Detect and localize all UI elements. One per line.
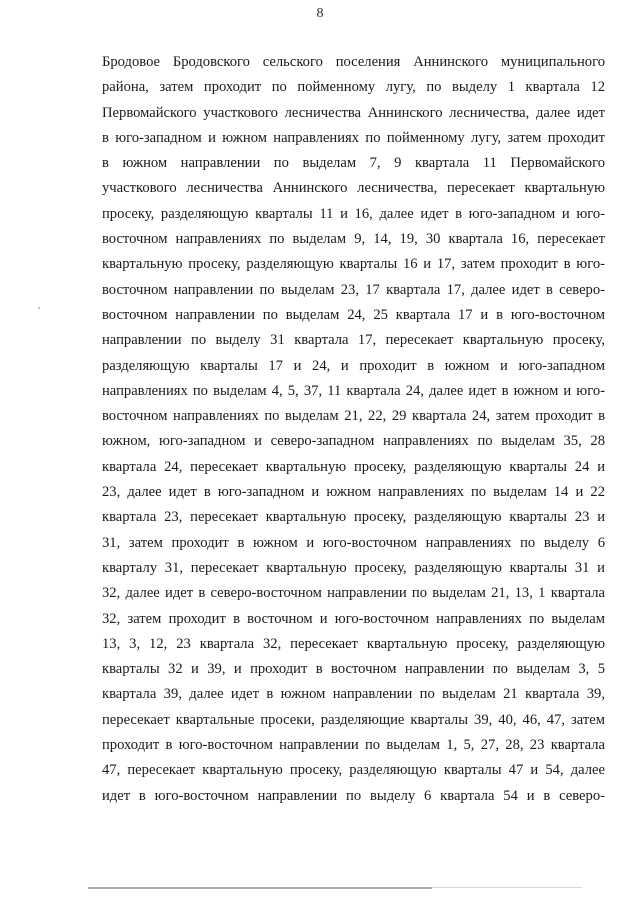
text-line: южном, юго-западном и северо-западном направлениях по выделам 35, 28: [102, 433, 605, 450]
text-line: 31, затем проходит в южном и юго-восточном направлениях по выделу 6: [102, 534, 605, 551]
scan-edge-line: [88, 887, 432, 889]
text-line: квартала 24, пересекает квартальную просеку, разделяющую кварталы 24 и: [102, 458, 605, 475]
text-line: участкового лесничества Аннинского лесничества, пересекает квартальную: [102, 180, 605, 197]
document-body: [102, 50, 605, 809]
text-line: идет в юго-восточном направлении по выделу 6 квартала 54 и в северо-: [102, 787, 605, 804]
text-line: разделяющую кварталы 17 и 24, и проходит в южном и юго-западном: [102, 357, 605, 374]
text-line: в южном направлении по выделам 7, 9 квартала 11 Первомайского: [102, 155, 605, 172]
text-line: направлении по выделу 31 квартала 17, пересекает квартальную просеку,: [102, 332, 605, 349]
text-line: 23, далее идет в юго-западном и южном направлениях по выделам 14 и 22: [102, 484, 605, 501]
text-line: Бродовое Бродовского сельского поселения Аннинского муниципального: [102, 54, 605, 70]
text-line: Первомайского участкового лесничества Аннинского лесничества, далее идет: [102, 104, 605, 121]
text-line: кварталы 32 и 39, и проходит в восточном направлении по выделам 3, 5: [102, 661, 605, 678]
text-line: 32, далее идет в северо-восточном направлении по выделам 21, 13, 1 квартала: [102, 585, 605, 602]
text-line: восточном направлениях по выделам 9, 14, 19, 30 квартала 16, пересекает: [102, 231, 605, 248]
text-line: восточном направлении по выделам 23, 17 квартала 17, далее идет в северо-: [102, 281, 605, 298]
text-line: квартала 39, далее идет в южном направлении по выделам 21 квартала 39,: [102, 686, 605, 703]
text-line: проходит в юго-восточном направлении по выделам 1, 5, 27, 28, 23 квартала: [102, 737, 605, 754]
scan-edge-line-faint: [432, 887, 582, 888]
text-line: 47, пересекает квартальную просеку, разделяющую кварталы 47 и 54, далее: [102, 762, 605, 779]
text-line: квартала 23, пересекает квартальную просеку, разделяющую кварталы 23 и: [102, 509, 605, 526]
scan-speck: [38, 307, 40, 309]
text-line: в юго-западном и южном направлениях по пойменному лугу, затем проходит: [102, 129, 605, 146]
text-line: восточном направлениях по выделам 21, 22, 29 квартала 24, затем проходит в: [102, 408, 605, 425]
text-line: района, затем проходит по пойменному лугу, по выделу 1 квартала 12: [102, 79, 605, 96]
page-number: 8: [316, 6, 324, 21]
text-line: восточном направлении по выделам 24, 25 квартала 17 и в юго-восточном: [102, 306, 605, 323]
text-line: пересекает квартальные просеки, разделяющие кварталы 39, 40, 46, 47, затем: [102, 711, 605, 728]
text-line: направлениях по выделам 4, 5, 37, 11 квартала 24, далее идет в южном и юго-: [102, 382, 605, 399]
text-line: 32, затем проходит в восточном и юго-восточном направлениях по выделам: [102, 610, 605, 627]
text-line: просеку, разделяющую кварталы 11 и 16, далее идет в юго-западном и юго-: [102, 205, 605, 222]
text-line: квартальную просеку, разделяющую кварталы 16 и 17, затем проходит в юго-: [102, 256, 605, 273]
text-line: 13, 3, 12, 23 квартала 32, пересекает квартальную просеку, разделяющую: [102, 635, 605, 652]
text-line: кварталу 31, пересекает квартальную просеку, разделяющую кварталы 31 и: [102, 559, 605, 576]
